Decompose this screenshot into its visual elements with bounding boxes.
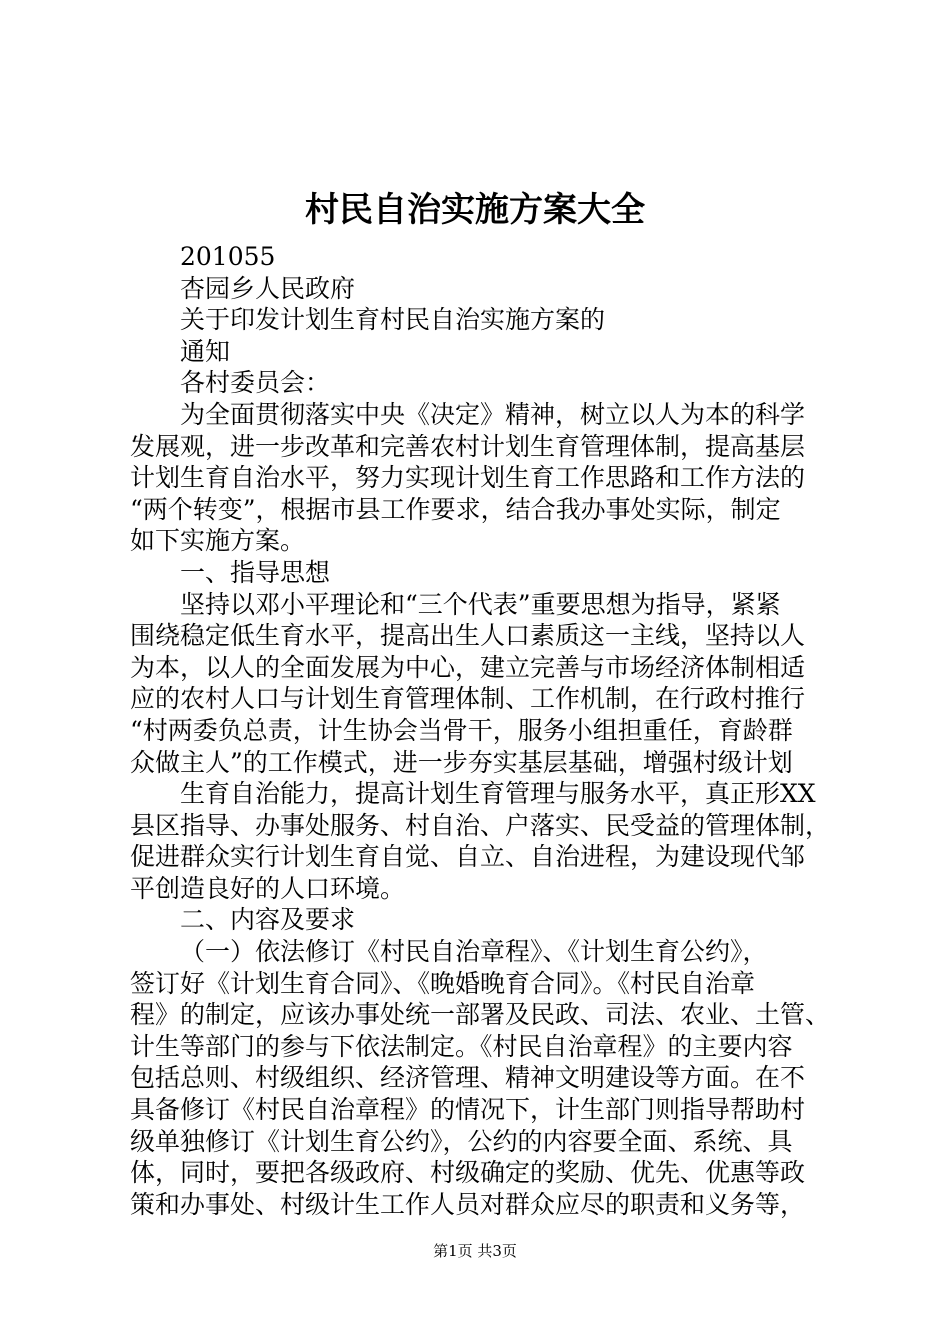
body-line: 促进群众实行计划生育自觉、自立、自治进程，为建设现代邹	[130, 842, 806, 872]
body-line: 签订好《计划生育合同》、《晚婚晚育合同》。《村民自治章	[130, 968, 756, 998]
body-line: 应的农村人口与计划生育管理体制、工作机制，在行政村推行	[130, 684, 806, 714]
document-title: 村民自治实施方案大全	[305, 190, 645, 230]
body-line: 程》的制定，应该办事处统一部署及民政、司法、农业、土管、	[130, 1000, 831, 1030]
body-line: 发展观，进一步改革和完善农村计划生育管理体制，提高基层	[130, 431, 806, 461]
body-line: 为全面贯彻落实中央《决定》精神，树立以人为本的科学	[180, 399, 806, 429]
body-line: 具备修订《村民自治章程》的情况下，计生部门则指导帮助村	[130, 1095, 806, 1125]
body-line: 县区指导、办事处服务、村自治、户落实、民受益的管理体制，	[130, 810, 831, 840]
body-line: 包括总则、村级组织、经济管理、精神文明建设等方面。在不	[130, 1063, 806, 1093]
page-footer: 第1页 共3页	[433, 1242, 517, 1260]
body-line: 体，同时，要把各级政府、村级确定的奖励、优先、优惠等政	[130, 1158, 806, 1188]
body-line: 关于印发计划生育村民自治实施方案的	[180, 305, 606, 335]
body-line: “两个转变”，根据市县工作要求，结合我办事处实际，制定	[130, 494, 781, 524]
body-line: （一）依法修订《村民自治章程》、《计划生育公约》，	[180, 937, 768, 967]
body-line: 如下实施方案。	[130, 526, 306, 556]
body-line: 众做主人”的工作模式，进一步夯实基层基础，增强村级计划	[130, 747, 793, 777]
body-line: 为本，以人的全面发展为中心，建立完善与市场经济体制相适	[130, 652, 806, 682]
body-line: 通知	[180, 336, 231, 366]
document-body	[130, 241, 830, 1220]
body-line: 级单独修订《计划生育公约》，公约的内容要全面、系统、具	[130, 1126, 793, 1156]
body-line: 杏园乡人民政府	[180, 273, 356, 303]
body-line: 计生等部门的参与下依法制定。《村民自治章程》的主要内容	[130, 1031, 793, 1061]
body-line: 201055	[180, 242, 276, 271]
body-line: 生育自治能力，提高计划生育管理与服务水平，真正形XX	[180, 779, 816, 809]
body-line: “村两委负总责，计生协会当骨干，服务小组担重任，育龄群	[130, 715, 793, 745]
body-line: 各村委员会：	[180, 368, 331, 398]
body-line: 计划生育自治水平，努力实现计划生育工作思路和工作方法的	[130, 463, 806, 493]
body-line: 一、指导思想	[180, 557, 331, 587]
body-line: 平创造良好的人口环境。	[130, 873, 406, 903]
body-line: 坚持以邓小平理论和“三个代表”重要思想为指导，紧紧	[180, 589, 781, 619]
body-line: 策和办事处、村级计生工作人员对群众应尽的职责和义务等，	[130, 1189, 806, 1219]
body-line: 围绕稳定低生育水平，提高出生人口素质这一主线，坚持以人	[130, 621, 806, 651]
body-line: 二、内容及要求	[180, 905, 356, 935]
